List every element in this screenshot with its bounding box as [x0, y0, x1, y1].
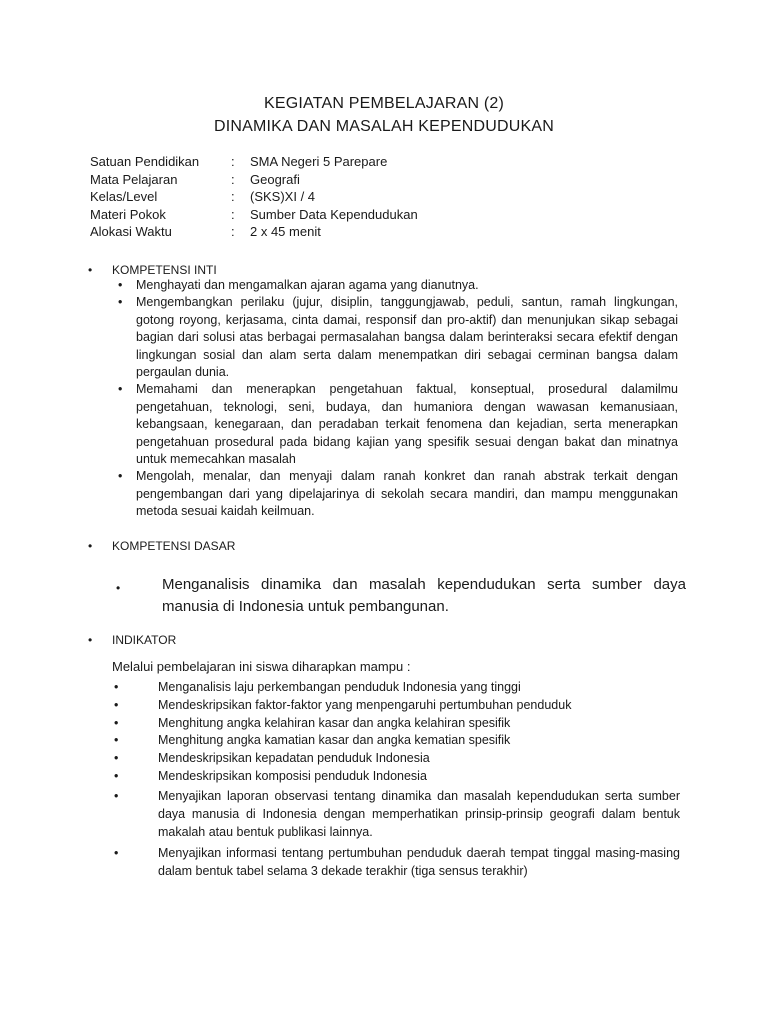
list-item-text: Mengembangkan perilaku (jujur, disiplin, tanggungjawab, peduli, santun, ramah lingkungan, gotong royong, kerjasama, cinta damai, responsif dan pro-aktif) dan menunjukan sikap sebagai bagian dari solusi atas berbagai permasalahan bangsa dalam berinteraksi secara efektif dengan lingkungan sosial dan alam serta dalam menempatkan diri sebagai cerminan bangsa dalam pergaulan dunia.: [136, 295, 678, 380]
list-item: [114, 714, 680, 732]
list-item-text: Memahami dan menerapkan pengetahuan faktual, konseptual, prosedural dalamilmu pengetahuan, teknologi, seni, budaya, dan humaniora dengan wawasan kemanusiaan, kebangsaan, kenegaraan, dan peradaban terkait fenomena dan kejadian, serta menerapkan pengetahuan prosedural pada bidang kajian yang spesifik sesuai dengan bakat dan minatnya untuk memecahkan masalah: [136, 382, 678, 467]
info-label: Kelas/Level: [90, 189, 158, 204]
document-subtitle: DINAMIKA DAN MASALAH KEPENDUDUKAN: [213, 118, 554, 135]
list-item-text: Mengolah, menalar, dan menyaji dalam ranah konkret dan ranah abstrak terkait dengan pengembangan dari yang dipelajarinya di sekolah secara mandiri, dan mampu menggunakan metoda sesuai kaidah keilmuan.: [136, 469, 678, 519]
section-heading-kompetensi-inti: KOMPETENSI INTI: [112, 263, 217, 277]
list-item: [114, 767, 680, 785]
list-bullet: •: [114, 789, 119, 803]
list-item-text: Mendeskripsikan komposisi penduduk Indonesia: [158, 769, 427, 783]
list-item: [118, 381, 678, 469]
list-item: [114, 787, 680, 841]
list-item-text: Mendeskripsikan kepadatan penduduk Indonesia: [158, 751, 430, 765]
section-heading-indikator: INDIKATOR: [112, 633, 177, 647]
list-bullet: •: [116, 581, 121, 595]
list-bullet: •: [118, 469, 123, 483]
list-bullet: •: [118, 278, 123, 292]
list-bullet: •: [114, 716, 119, 730]
section-bullet: •: [88, 539, 93, 553]
info-label: Materi Pokok: [90, 207, 166, 222]
list-item: [114, 696, 680, 714]
info-value: 2 x 45 menit: [250, 224, 321, 239]
list-bullet: •: [118, 295, 123, 309]
list-bullet: •: [114, 846, 119, 860]
section-heading-kompetensi-dasar: KOMPETENSI DASAR: [112, 539, 236, 553]
list-bullet: •: [118, 382, 123, 396]
list-item: [114, 749, 680, 767]
list-item: [114, 731, 680, 749]
list-item-text: Menghitung angka kamatian kasar dan angka kematian spesifik: [158, 733, 511, 747]
list-item-text: Menghitung angka kelahiran kasar dan angka kelahiran spesifik: [158, 716, 511, 730]
info-colon: :: [231, 207, 235, 222]
list-item: [118, 468, 678, 521]
list-item-text: Menyajikan laporan observasi tentang dinamika dan masalah kependudukan serta sumber daya manusia di Indonesia dengan memperhatikan prinsip-prinsip geografi dalam bentuk makalah atau bentuk publikasi lainnya.: [158, 789, 680, 839]
info-colon: :: [231, 154, 235, 169]
list-item-text: Menganalisis laju perkembangan penduduk Indonesia yang tinggi: [158, 680, 521, 694]
info-value: (SKS)XI / 4: [250, 189, 316, 204]
indikator-intro: Melalui pembelajaran ini siswa diharapkan mampu :: [112, 659, 411, 674]
info-value: SMA Negeri 5 Parepare: [250, 154, 388, 169]
list-item-text: Menghayati dan mengamalkan ajaran agama yang dianutnya.: [136, 278, 479, 292]
list-item: [114, 678, 680, 696]
list-bullet: •: [114, 698, 119, 712]
list-item-text: Menganalisis dinamika dan masalah kependudukan serta sumber daya manusia di Indonesia untuk pembangunan.: [162, 576, 686, 615]
info-colon: :: [231, 172, 235, 187]
list-item: [118, 294, 678, 382]
info-label: Satuan Pendidikan: [90, 154, 200, 169]
list-item-text: Menyajikan informasi tentang pertumbuhan penduduk daerah tempat tinggal masing-masing dalam bentuk tabel selama 3 dekade terakhir (tiga sensus terakhir): [158, 846, 680, 878]
list-item: [118, 277, 678, 295]
list-item: [116, 574, 686, 618]
info-colon: :: [231, 224, 235, 239]
document-title: KEGIATAN PEMBELAJARAN (2): [263, 95, 504, 112]
info-label: Mata Pelajaran: [90, 172, 178, 187]
section-bullet: •: [88, 633, 93, 647]
info-label: Alokasi Waktu: [90, 224, 172, 239]
info-colon: :: [231, 189, 235, 204]
list-bullet: •: [114, 733, 119, 747]
list-item-text: Mendeskripsikan faktor-faktor yang menpengaruhi pertumbuhan penduduk: [158, 698, 572, 712]
info-value: Geografi: [250, 172, 300, 187]
info-value: Sumber Data Kependudukan: [250, 207, 418, 222]
list-item: [114, 844, 680, 880]
list-bullet: •: [114, 769, 119, 783]
list-bullet: •: [114, 751, 119, 765]
list-bullet: •: [114, 680, 119, 694]
section-bullet: •: [88, 263, 93, 277]
